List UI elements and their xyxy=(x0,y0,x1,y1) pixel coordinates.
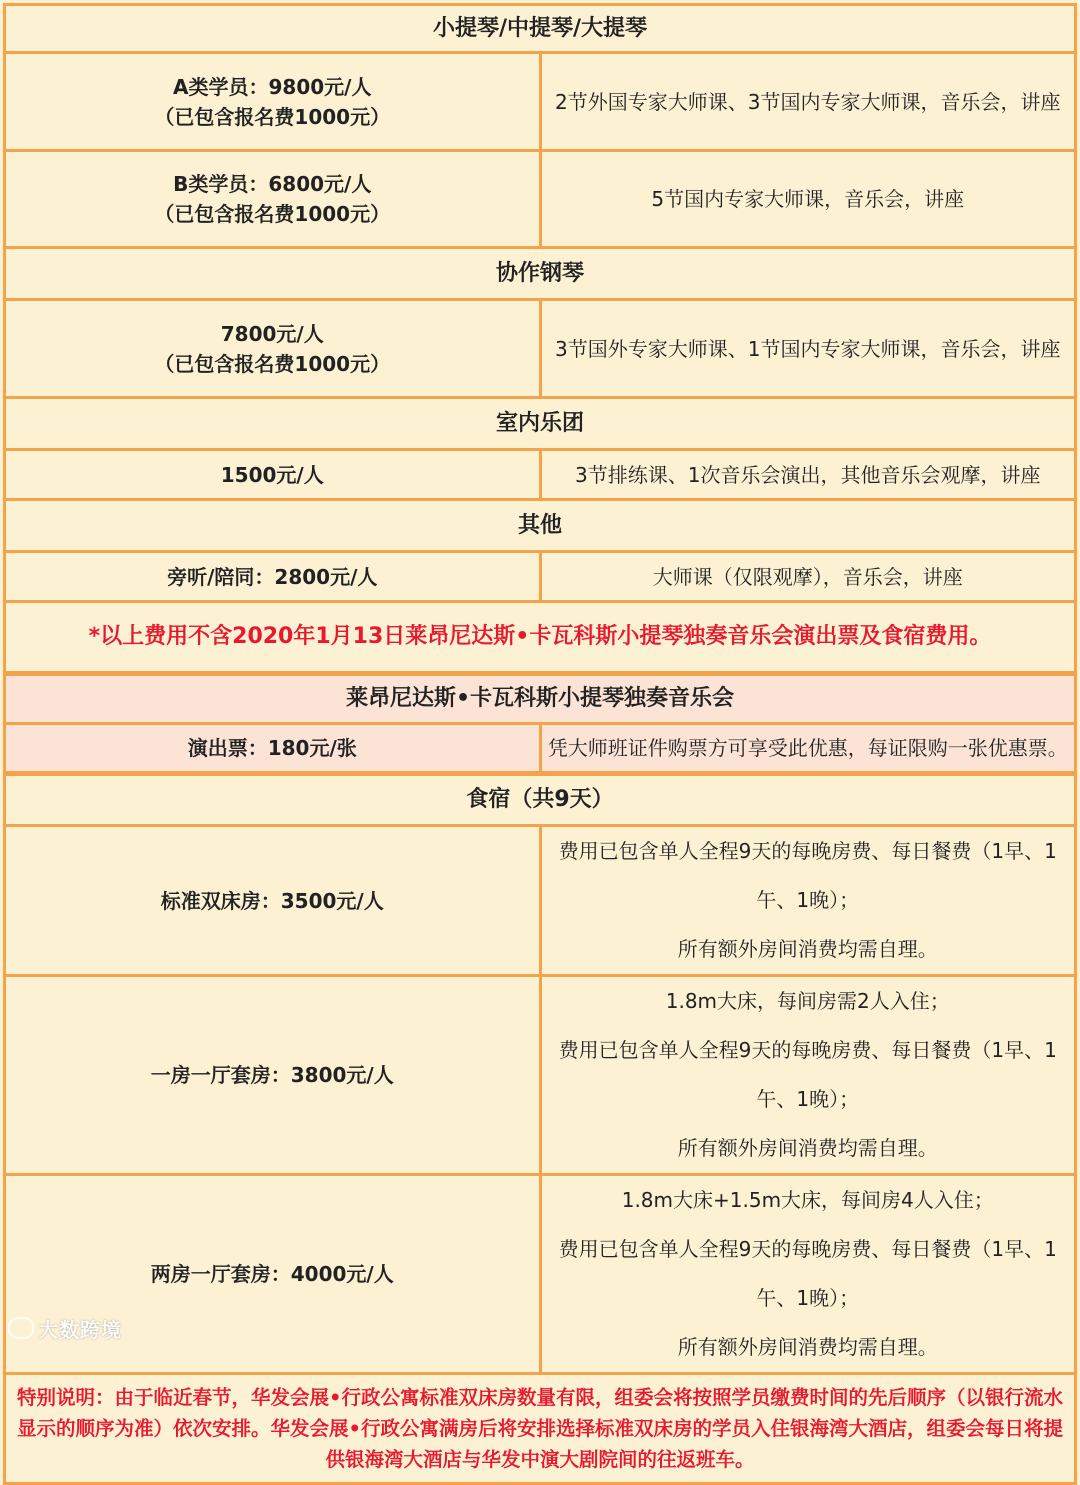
desc-line: 所有额外房间消费均需自理。 xyxy=(677,937,938,961)
strings-title: 小提琴/中提琴/大提琴 xyxy=(5,5,1076,53)
table-row xyxy=(5,976,1076,1175)
price-line: B类学员：6800元/人 xyxy=(173,172,372,196)
section-header-strings xyxy=(5,5,1076,53)
price-cell: 旁听/陪同：2800元/人 xyxy=(5,552,541,602)
concert-title: 莱昂尼达斯•卡瓦科斯小提琴独奏音乐会 xyxy=(5,674,1076,724)
desc-cell xyxy=(540,826,1076,976)
desc-cell: 3节排练课、1次音乐会演出，其他音乐会观摩，讲座 xyxy=(540,450,1076,500)
section-header-chamber xyxy=(5,398,1076,450)
desc-cell: 大师课（仅限观摩），音乐会，讲座 xyxy=(540,552,1076,602)
price-cell: 演出票：180元/张 xyxy=(5,724,541,774)
price-note: （已包含报名费1000元） xyxy=(154,202,391,226)
piano-title: 协作钢琴 xyxy=(5,248,1076,300)
desc-line: 费用已包含单人全程9天的每晚房费、每日餐费（1早、1午、1晚）； xyxy=(558,1237,1057,1310)
price-line: A类学员：9800元/人 xyxy=(173,74,372,99)
watermark-logo-icon xyxy=(8,1317,34,1339)
special-note: 特别说明：由于临近春节，华发会展•行政公寓标准双床房数量有限，组委会将按照学员缴费时间的先后顺序（以银行流水显示的顺序为准）依次安排。华发会展•行政公寓满房后将安排选择标准双床房的学员入住银海湾大酒店，组委会每日将提供银海湾大酒店与华发中演大剧院间的往返班车。 xyxy=(5,1374,1076,1484)
table-row xyxy=(5,826,1076,976)
table-row xyxy=(5,53,1076,151)
other-title: 其他 xyxy=(5,500,1076,552)
watermark-text: 大数跨境 xyxy=(38,1318,122,1342)
watermark xyxy=(8,1314,122,1343)
desc-cell: 5节国内专家大师课，音乐会，讲座 xyxy=(540,151,1076,248)
desc-cell xyxy=(540,1175,1076,1374)
price-cell xyxy=(5,151,541,248)
price-cell: 标准双床房：3500元/人 xyxy=(5,826,541,976)
chamber-title: 室内乐团 xyxy=(5,398,1076,450)
price-note: （已包含报名费1000元） xyxy=(154,351,391,376)
table-row xyxy=(5,724,1076,774)
desc-cell: 3节国外专家大师课、1节国内专家大师课，音乐会，讲座 xyxy=(540,300,1076,398)
desc-line: 1.8m大床，每间房需2人入住； xyxy=(665,989,950,1013)
price-cell: 1500元/人 xyxy=(5,450,541,500)
desc-line: 所有额外房间消费均需自理。 xyxy=(677,1136,938,1160)
desc-line: 所有额外房间消费均需自理。 xyxy=(677,1335,938,1359)
section-header-lodging xyxy=(5,774,1076,826)
price-cell xyxy=(5,300,541,398)
table-row xyxy=(5,450,1076,500)
section-header-concert xyxy=(5,674,1076,724)
fee-note-row xyxy=(5,602,1076,674)
price-note: （已包含报名费1000元） xyxy=(154,104,391,129)
table-row xyxy=(5,151,1076,248)
section-header-other xyxy=(5,500,1076,552)
price-cell: 一房一厅套房：3800元/人 xyxy=(5,976,541,1175)
desc-cell: 凭大师班证件购票方可享受此优惠，每证限购一张优惠票。 xyxy=(540,724,1076,774)
fee-note: *以上费用不含2020年1月13日莱昂尼达斯•卡瓦科斯小提琴独奏音乐会演出票及食宿费用。 xyxy=(5,602,1076,674)
desc-line: 费用已包含单人全程9天的每晚房费、每日餐费（1早、1午、1晚）； xyxy=(558,839,1057,912)
price-cell: 两房一厅套房：4000元/人 xyxy=(5,1175,541,1374)
table-row xyxy=(5,552,1076,602)
table-row xyxy=(5,1175,1076,1374)
section-header-piano xyxy=(5,248,1076,300)
desc-cell: 2节外国专家大师课、3节国内专家大师课，音乐会，讲座 xyxy=(540,53,1076,151)
price-line: 7800元/人 xyxy=(220,321,324,346)
desc-line: 费用已包含单人全程9天的每晚房费、每日餐费（1早、1午、1晚）； xyxy=(558,1038,1057,1111)
desc-cell xyxy=(540,976,1076,1175)
fee-table xyxy=(3,3,1077,1485)
table-row xyxy=(5,300,1076,398)
desc-line: 1.8m大床+1.5m大床，每间房4人入住； xyxy=(621,1188,994,1212)
price-cell xyxy=(5,53,541,151)
lodging-title: 食宿（共9天） xyxy=(5,774,1076,826)
special-note-row xyxy=(5,1374,1076,1484)
